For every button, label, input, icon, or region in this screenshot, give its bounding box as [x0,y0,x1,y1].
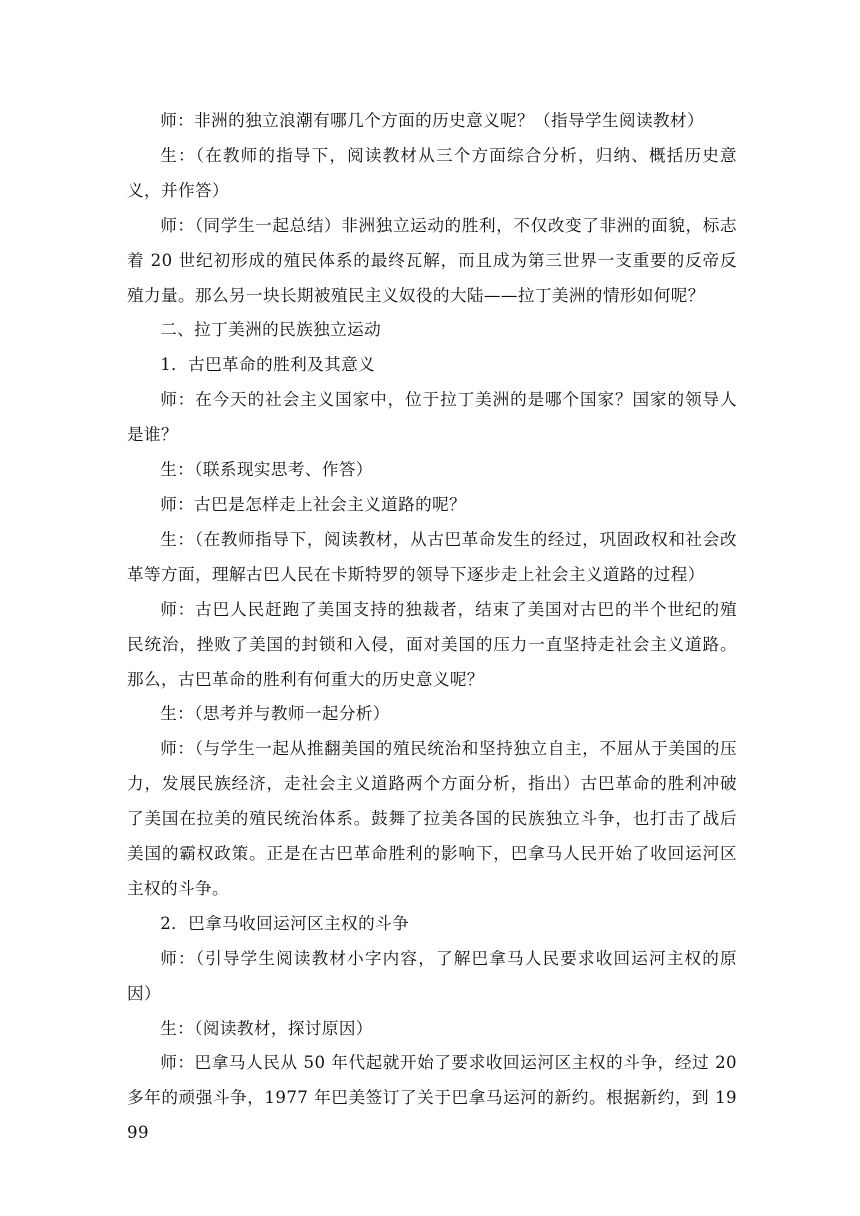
paragraph: 生：（在教师的指导下，阅读教材从三个方面综合分析，归纳、概括历史意义，并作答） [127,145,737,200]
subsection-heading: 2．巴拿马收回运河区主权的斗争 [160,913,410,933]
paragraph: 师：古巴是怎样走上社会主义道路的呢？ [160,494,467,514]
paragraph: 师：在今天的社会主义国家中，位于拉丁美洲的是哪个国家？国家的领导人是谁？ [127,390,737,445]
paragraph: 师：非洲的独立浪潮有哪几个方面的历史意义呢？（指导学生阅读教材） [160,111,704,130]
paragraph: 师：（同学生一起总结）非洲独立运动的胜利，不仅改变了非洲的面貌，标志着 20 世纪初形成的殖民体系的最终瓦解，而且成为第三世界一支重要的反帝反殖力量。那么另一块长期被殖民主义奴役的大陆——拉丁美洲的情形如何呢？ [127,215,737,305]
paragraph: 生：（阅读教材，探讨原因） [160,1018,373,1038]
paragraph: 师：（引导学生阅读教材小字内容，了解巴拿马人民要求收回运河主权的原因） [127,948,737,1003]
paragraph: 生：（在教师指导下，阅读教材，从古巴革命发生的经过，巩固政权和社会改革等方面，理解古巴人民在卡斯特罗的领导下逐步走上社会主义道路的过程） [127,529,737,584]
paragraph: 师：巴拿马人民从 50 年代起就开始了要求收回运河区主权的斗争，经过 20 多年的顽强斗争，1977 年巴美签订了关于巴拿马运河的新约。根据新约，到 1999 [127,1053,737,1143]
paragraph: 师：（与学生一起从推翻美国的殖民统治和坚持独立自主，不屈从于美国的压力，发展民族经济，走社会主义道路两个方面分析，指出）古巴革命的胜利冲破了美国在拉美的殖民统治体系。鼓舞了拉美各国的民族独立斗争，也打击了战后美国的霸权政策。正是在古巴革命胜利的影响下，巴拿马人民开始了收回运河区主权的斗争。 [127,739,737,898]
paragraph: 生：（联系现实思考、作答） [160,460,373,480]
paragraph: 生：（思考并与教师一起分析） [160,704,390,724]
paragraph: 师：古巴人民赶跑了美国支持的独裁者，结束了美国对古巴的半个世纪的殖民统治，挫败了美国的封锁和入侵，面对美国的压力一直坚持走社会主义道路。那么，古巴革命的胜利有何重大的历史意义呢？ [127,599,737,689]
section-heading: 二、拉丁美洲的民族独立运动 [160,320,382,340]
subsection-heading: 1．古巴革命的胜利及其意义 [160,355,376,375]
document-body [127,104,737,1151]
